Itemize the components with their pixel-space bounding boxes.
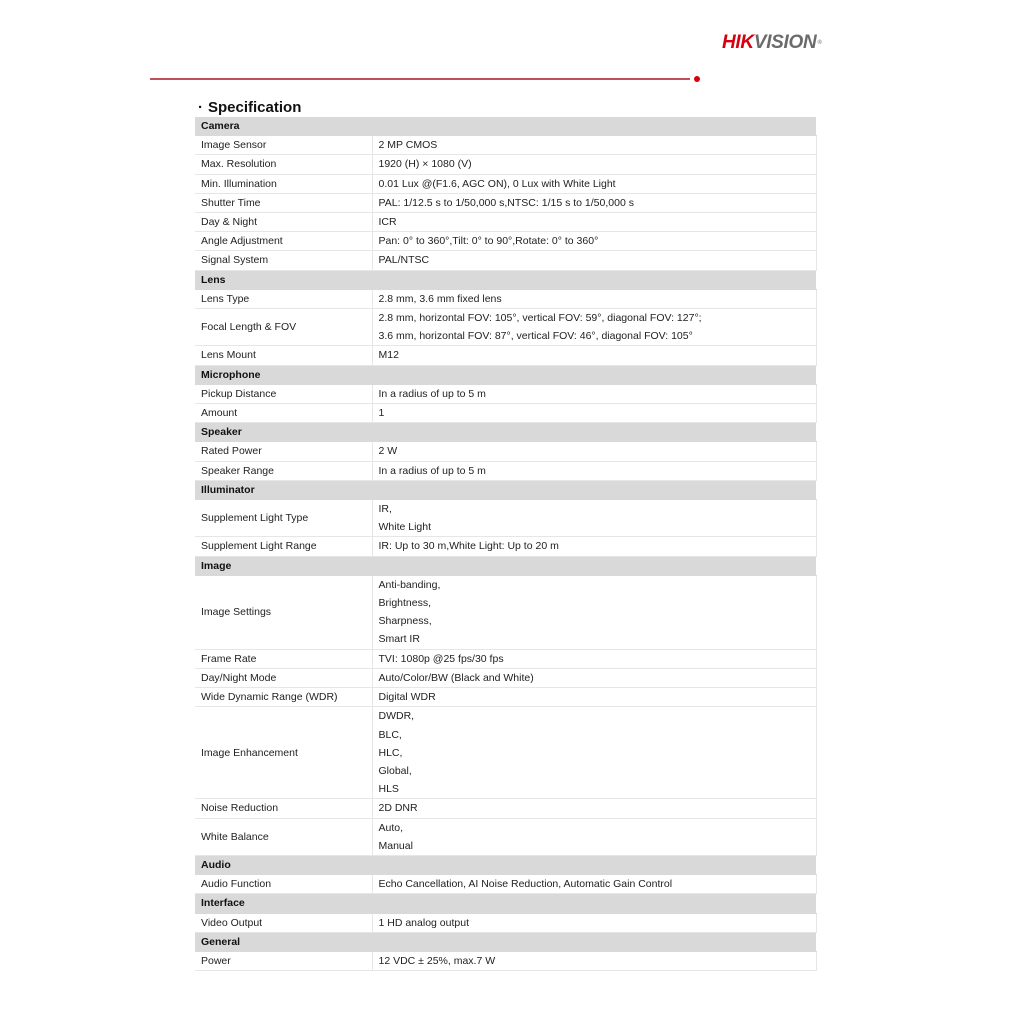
spec-value [372, 575, 816, 649]
spec-value [372, 818, 816, 855]
spec-value-line: 1920 (H) × 1080 (V) [378, 158, 472, 171]
spec-value-line: Sharpness, [378, 615, 432, 628]
spec-row [195, 668, 816, 687]
spec-row [195, 688, 816, 707]
spec-value-line: 2 W [378, 445, 398, 458]
spec-group-header [195, 480, 816, 499]
spec-value-line: ICR [378, 216, 397, 229]
spec-value [372, 232, 816, 251]
spec-group-title: Camera [195, 117, 816, 136]
spec-value [372, 461, 816, 480]
spec-value-line: 2.8 mm, 3.6 mm fixed lens [378, 292, 502, 305]
spec-value-line: Auto/Color/BW (Black and White) [378, 671, 534, 684]
registered-mark: ® [817, 40, 822, 46]
logo-text-hik: HIK [722, 32, 754, 53]
spec-value [372, 193, 816, 212]
spec-value [372, 384, 816, 403]
spec-row [195, 818, 816, 855]
spec-group-header [195, 556, 816, 575]
spec-group-header [195, 932, 816, 951]
spec-value-line: In a radius of up to 5 m [378, 464, 486, 477]
spec-value-line: 1 [378, 407, 385, 420]
spec-value-line: TVI: 1080p @25 fps/30 fps [378, 652, 504, 665]
spec-value-line: White Light [378, 521, 432, 534]
spec-row [195, 174, 816, 193]
spec-label: Audio Function [195, 875, 372, 894]
spec-row [195, 500, 816, 537]
spec-value [372, 155, 816, 174]
spec-label: White Balance [195, 818, 372, 855]
spec-group-title: Interface [195, 894, 816, 913]
specification-table-body [195, 117, 816, 971]
spec-label: Min. Illumination [195, 174, 372, 193]
spec-row [195, 575, 816, 649]
spec-group-header [195, 855, 816, 874]
spec-label: Video Output [195, 913, 372, 932]
spec-row [195, 442, 816, 461]
spec-label: Image Sensor [195, 136, 372, 155]
spec-row [195, 136, 816, 155]
spec-label: Day & Night [195, 213, 372, 232]
spec-row [195, 913, 816, 932]
spec-label: Noise Reduction [195, 799, 372, 818]
spec-row [195, 404, 816, 423]
spec-value-line: 0.01 Lux @(F1.6, AGC ON), 0 Lux with White Light [378, 177, 616, 190]
spec-group-header [195, 270, 816, 289]
spec-group-title: Audio [195, 855, 816, 874]
spec-value-line: DWDR, [378, 710, 415, 723]
section-heading [198, 98, 301, 118]
spec-value [372, 289, 816, 308]
spec-value-line: PAL: 1/12.5 s to 1/50,000 s,NTSC: 1/15 s to 1/50,000 s [378, 196, 634, 209]
spec-label: Power [195, 951, 372, 970]
spec-value-line: M12 [378, 349, 399, 362]
spec-row [195, 251, 816, 270]
spec-value-line: Smart IR [378, 633, 420, 646]
spec-value [372, 537, 816, 556]
spec-value [372, 913, 816, 932]
spec-value [372, 404, 816, 423]
spec-label: Image Settings [195, 575, 372, 649]
spec-row [195, 309, 816, 346]
spec-label: Lens Mount [195, 346, 372, 365]
spec-row [195, 461, 816, 480]
spec-value [372, 136, 816, 155]
spec-label: Signal System [195, 251, 372, 270]
spec-value-line: 12 VDC ± 25%, max.7 W [378, 954, 496, 967]
spec-label: Frame Rate [195, 649, 372, 668]
spec-value [372, 309, 816, 346]
spec-value [372, 668, 816, 687]
spec-label: Shutter Time [195, 193, 372, 212]
spec-value [372, 442, 816, 461]
spec-label: Wide Dynamic Range (WDR) [195, 688, 372, 707]
spec-row [195, 289, 816, 308]
spec-value-line: HLS [378, 783, 399, 796]
spec-label: Lens Type [195, 289, 372, 308]
spec-group-title: Lens [195, 270, 816, 289]
spec-value-line: Brightness, [378, 597, 432, 610]
spec-value-line: In a radius of up to 5 m [378, 387, 486, 400]
spec-value [372, 875, 816, 894]
spec-label: Speaker Range [195, 461, 372, 480]
spec-group-title: Image [195, 556, 816, 575]
spec-value [372, 799, 816, 818]
spec-row [195, 155, 816, 174]
spec-value [372, 951, 816, 970]
spec-label: Image Enhancement [195, 707, 372, 799]
spec-label: Max. Resolution [195, 155, 372, 174]
spec-value-line: 2 MP CMOS [378, 139, 438, 152]
spec-value [372, 174, 816, 193]
spec-group-header [195, 423, 816, 442]
spec-label: Angle Adjustment [195, 232, 372, 251]
spec-group-title: Microphone [195, 365, 816, 384]
spec-value-line: Pan: 0° to 360°,Tilt: 0° to 90°,Rotate: 0° to 360° [378, 235, 599, 248]
spec-row [195, 707, 816, 799]
spec-value-line: Digital WDR [378, 691, 436, 704]
bullet-icon: · [198, 99, 203, 116]
spec-row [195, 346, 816, 365]
spec-value-line: IR, [378, 503, 392, 516]
logo-text-vision: VISION [753, 32, 817, 53]
header-divider-dot [694, 76, 700, 82]
spec-value-line: Auto, [378, 821, 404, 834]
spec-value [372, 649, 816, 668]
spec-group-title: General [195, 932, 816, 951]
spec-group-title: Speaker [195, 423, 816, 442]
spec-group-header [195, 365, 816, 384]
spec-value [372, 251, 816, 270]
spec-value-line: 2D DNR [378, 802, 418, 815]
spec-value-line: 1 HD analog output [378, 916, 469, 929]
spec-value-line: PAL/NTSC [378, 254, 430, 267]
spec-label: Pickup Distance [195, 384, 372, 403]
hikvision-logo [722, 31, 822, 55]
spec-group-title: Illuminator [195, 480, 816, 499]
spec-value-line: Echo Cancellation, AI Noise Reduction, Automatic Gain Control [378, 878, 673, 891]
spec-value-line: IR: Up to 30 m,White Light: Up to 20 m [378, 540, 559, 553]
spec-value-line: BLC, [378, 728, 402, 741]
spec-row [195, 232, 816, 251]
spec-value-line: HLC, [378, 746, 403, 759]
spec-row [195, 193, 816, 212]
spec-row [195, 649, 816, 668]
spec-value [372, 346, 816, 365]
spec-row [195, 875, 816, 894]
spec-row [195, 384, 816, 403]
spec-label: Day/Night Mode [195, 668, 372, 687]
spec-group-header [195, 894, 816, 913]
spec-row [195, 951, 816, 970]
header-divider-line [150, 78, 690, 80]
spec-value-line: 3.6 mm, horizontal FOV: 87°, vertical FOV: 46°, diagonal FOV: 105° [378, 330, 693, 343]
spec-value-line: 2.8 mm, horizontal FOV: 105°, vertical FOV: 59°, diagonal FOV: 127°; [378, 312, 702, 325]
spec-value [372, 688, 816, 707]
spec-value-line: Manual [378, 839, 413, 852]
spec-value [372, 213, 816, 232]
spec-label: Rated Power [195, 442, 372, 461]
spec-value [372, 500, 816, 537]
spec-label: Amount [195, 404, 372, 423]
spec-group-header [195, 117, 816, 136]
section-heading-text: Specification [208, 99, 302, 116]
spec-row [195, 537, 816, 556]
spec-label: Supplement Light Range [195, 537, 372, 556]
specification-table [195, 117, 817, 971]
spec-value-line: Global, [378, 764, 412, 777]
spec-value [372, 707, 816, 799]
spec-row [195, 213, 816, 232]
spec-row [195, 799, 816, 818]
spec-value-line: Anti-banding, [378, 578, 441, 591]
spec-label: Supplement Light Type [195, 500, 372, 537]
spec-label: Focal Length & FOV [195, 309, 372, 346]
